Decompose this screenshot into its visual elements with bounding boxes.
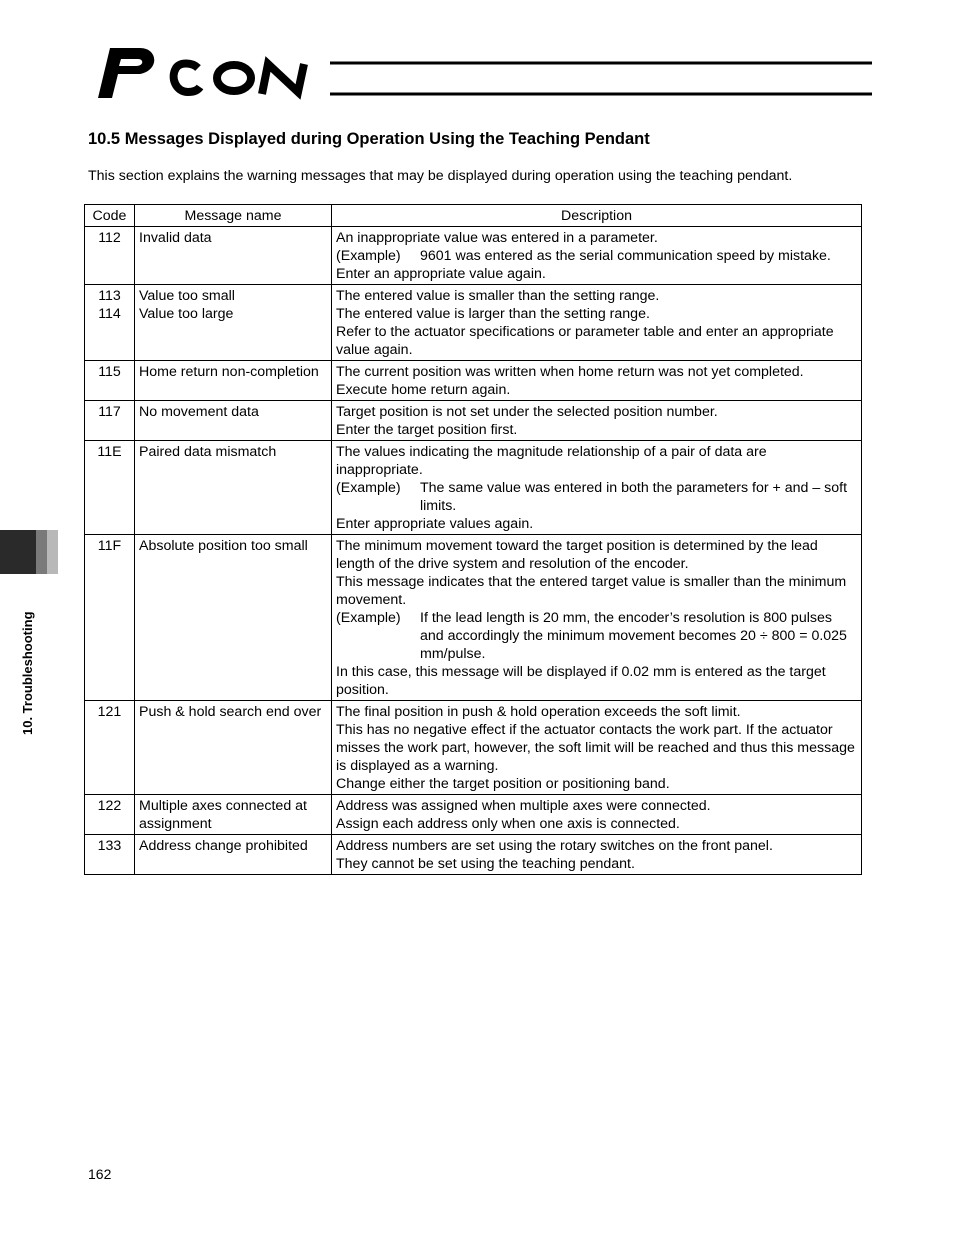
message-name: Value too large — [139, 306, 234, 322]
message-name: No movement data — [139, 404, 259, 420]
message-name: Invalid data — [139, 230, 212, 246]
description-cell — [332, 701, 862, 795]
description-line: This has no negative effect if the actuator contacts the work part. If the actuator misses the work part, however, the soft limit will be reached and thus this message is displayed as a warning. — [336, 722, 855, 774]
code-value: 114 — [98, 306, 121, 322]
table-row — [85, 795, 862, 835]
description-line: The minimum movement toward the target position is determined by the lead length of the drive system and resolution of the encoder. — [336, 538, 818, 572]
message-name-cell — [135, 441, 332, 535]
description-cell — [332, 227, 862, 285]
message-name-cell — [135, 285, 332, 361]
description-line: Enter an appropriate value again. — [336, 266, 546, 282]
table-row — [85, 361, 862, 401]
table-row — [85, 441, 862, 535]
message-name-cell — [135, 227, 332, 285]
code-cell — [85, 361, 135, 401]
example-text: The same value was entered in both the parameters for + and – soft limits. — [420, 480, 848, 514]
message-name-cell — [135, 835, 332, 875]
description-line: Address was assigned when multiple axes were connected. — [336, 798, 711, 814]
code-value: 133 — [97, 838, 122, 854]
table-row — [85, 701, 862, 795]
description-line: Enter appropriate values again. — [336, 516, 534, 532]
header-message-name: Message name — [135, 205, 332, 227]
message-name: Absolute position too small — [139, 538, 308, 554]
message-name: Home return non-completion — [139, 364, 319, 380]
example-label: (Example) — [336, 480, 401, 496]
chapter-tab — [0, 530, 58, 574]
code-cell — [85, 535, 135, 701]
section-intro: This section explains the warning messages that may be displayed during operation using the teaching pendant. — [88, 168, 793, 184]
code-cell — [85, 227, 135, 285]
section-title: 10.5 Messages Displayed during Operation Using the Teaching Pendant — [88, 130, 650, 148]
message-name-cell — [135, 361, 332, 401]
table-row — [85, 401, 862, 441]
code-value: 122 — [97, 798, 122, 814]
code-cell — [85, 285, 135, 361]
description-line: They cannot be set using the teaching pendant. — [336, 856, 635, 872]
code-cell — [85, 795, 135, 835]
example-text: 9601 was entered as the serial communication speed by mistake. — [420, 248, 831, 264]
message-name: Address change prohibited — [139, 838, 308, 854]
example-label: (Example) — [336, 248, 401, 264]
message-name: Multiple axes connected at assignment — [139, 798, 307, 832]
description-line: The entered value is larger than the setting range. — [336, 306, 650, 322]
description-cell — [332, 835, 862, 875]
table-body — [85, 227, 862, 875]
table-row — [85, 227, 862, 285]
message-name-cell — [135, 535, 332, 701]
header-code: Code — [85, 205, 135, 227]
code-cell — [85, 835, 135, 875]
description-cell — [332, 361, 862, 401]
description-line: The current position was written when home return was not yet completed. — [336, 364, 804, 380]
description-line: In this case, this message will be displayed if 0.02 mm is entered as the target position. — [336, 664, 826, 698]
message-name-cell — [135, 401, 332, 441]
description-line: Target position is not set under the selected position number. — [336, 404, 718, 420]
message-name: Paired data mismatch — [139, 444, 277, 460]
example-label: (Example) — [336, 610, 401, 626]
description-line: The entered value is smaller than the setting range. — [336, 288, 660, 304]
chapter-label: 10. Troubleshooting — [20, 611, 35, 735]
header-rule — [330, 60, 872, 100]
table-header-row — [85, 205, 862, 227]
description-cell — [332, 401, 862, 441]
code-value: 11E — [97, 444, 122, 460]
header-description: Description — [332, 205, 862, 227]
code-value: 112 — [98, 230, 121, 246]
description-line: The values indicating the magnitude relationship of a pair of data are inappropriate. — [336, 444, 767, 478]
example-line — [336, 479, 857, 515]
message-name: Push & hold search end over — [139, 704, 322, 720]
table-row — [85, 535, 862, 701]
description-line: An inappropriate value was entered in a parameter. — [336, 230, 658, 246]
example-line — [336, 247, 857, 265]
code-value: 115 — [98, 364, 121, 380]
message-name-cell — [135, 701, 332, 795]
code-cell — [85, 441, 135, 535]
description-cell — [332, 285, 862, 361]
description-cell — [332, 441, 862, 535]
pcon-logo — [88, 44, 333, 100]
description-line: Address numbers are set using the rotary switches on the front panel. — [336, 838, 773, 854]
description-line: Enter the target position first. — [336, 422, 518, 438]
page-number: 162 — [88, 1166, 112, 1182]
table-row — [85, 285, 862, 361]
example-line — [336, 609, 857, 663]
message-name: Value too small — [139, 288, 235, 304]
code-value: 121 — [97, 704, 122, 720]
message-name-cell — [135, 795, 332, 835]
code-cell — [85, 701, 135, 795]
code-cell — [85, 401, 135, 441]
description-line: Assign each address only when one axis is connected. — [336, 816, 680, 832]
messages-table — [84, 204, 862, 875]
description-line: Change either the target position or positioning band. — [336, 776, 670, 792]
description-line: Execute home return again. — [336, 382, 511, 398]
code-value: 117 — [98, 404, 121, 420]
description-line: Refer to the actuator specifications or parameter table and enter an appropriate value again. — [336, 324, 834, 358]
description-line: This message indicates that the entered target value is smaller than the minimum movement. — [336, 574, 847, 608]
table-row — [85, 835, 862, 875]
example-text: If the lead length is 20 mm, the encoder’s resolution is 800 pulses and accordingly the minimum movement becomes 20 ÷ 800 = 0.025 mm/pulse. — [420, 610, 847, 662]
code-value: 113 — [98, 288, 121, 304]
description-cell — [332, 795, 862, 835]
description-line: The final position in push & hold operation exceeds the soft limit. — [336, 704, 741, 720]
description-cell — [332, 535, 862, 701]
code-value: 11F — [97, 538, 122, 554]
